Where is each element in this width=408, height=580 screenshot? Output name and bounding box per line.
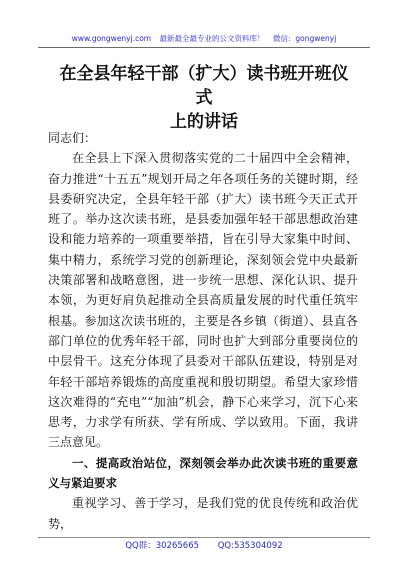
title-line-1: 在全县年轻干部（扩大）读书班开班仪式 — [59, 64, 349, 108]
body-paragraph: 重视学习、善于学习，是我们党的优良传统和政治优势， — [48, 496, 358, 531]
body-paragraph: 在全县上下深入贯彻落实党的二十届四中全会精神，奋力推进“十五五”规划开局之年各项任务的关键时期，经县委研究决定，全县年轻干部（扩大）读书班今天正式开班了。举办这次读书班，是县委加强年轻干部思想政治建设和能力培养的一项重要举措，旨在引导大家集中时间、集中精力，系统学习党的创新理论，深刻领会党中央最新决策部署和战略意图，进一步统一思想、深化认识、提升本领，为更好肩负起推动全县高质量发展的时代重任筑牢根基。参加这次读书班的，主要是各乡镇（街道）、县直各部门单位的优秀年轻干部，同时也扩大到部分重要岗位的中层骨干。这充分体现了县委对干部队伍建设，特别是对年轻干部培养锻炼的高度重视和殷切期望。希望大家珍惜这次难得的“充电”“加油”机会，静下心来学习，沉下心来思考，力求学有所获、学有所成、学以致用。下面，我讲三点意见。 — [48, 151, 358, 450]
site-url[interactable]: www.gongwenyj.com — [71, 34, 152, 43]
footer-qq: QQ:535304092 — [217, 541, 283, 551]
header-slogan: 最新最全最专业的公文资料库！ — [159, 34, 265, 43]
title-line-2: 上的讲话 — [170, 112, 238, 132]
header-divider — [38, 47, 370, 48]
document-title — [52, 62, 356, 134]
footer-divider — [38, 537, 370, 538]
salutation: 同志们： — [48, 131, 97, 145]
header-wechat: 微信：gongwenyj — [272, 34, 337, 43]
section-heading: 一、提高政治站位，深刻领会举办此次读书班的重要意义与紧迫要求 — [48, 455, 358, 491]
footer-qq-group: QQ群：30265665 — [125, 541, 200, 551]
page-footer — [0, 541, 408, 552]
page-header — [0, 34, 408, 44]
document-body — [48, 128, 358, 534]
